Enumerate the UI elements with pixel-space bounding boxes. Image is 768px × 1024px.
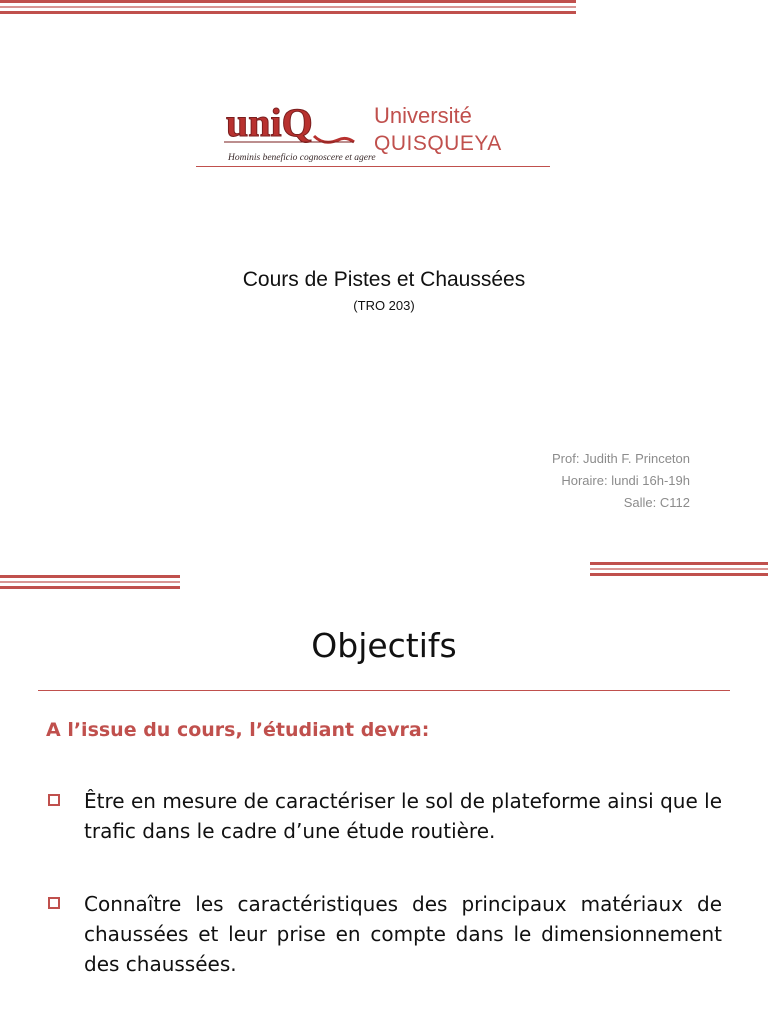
objective-item-2 <box>48 889 722 979</box>
checkbox-bullet-icon <box>48 897 60 909</box>
objectives-subtitle: A l’issue du cours, l’étudiant devra: <box>46 719 430 741</box>
bottom-right-stripe-thin <box>590 568 768 570</box>
objective-text: Être en mesure de caractériser le sol de plateforme ainsi que le trafic dans le cadre d’une étude routière. <box>84 789 722 843</box>
course-title: Cours de Pistes et Chaussées <box>242 268 526 291</box>
checkbox-bullet-icon <box>48 794 60 806</box>
uniq-logo-mark <box>222 100 362 150</box>
logo-motto: Hominis beneficio cognoscere et agere <box>228 153 376 163</box>
objective-text: Connaître les caractéristiques des principaux matériaux de chaussées et leur prise en compte dans le dimensionnement des chaussées. <box>84 892 722 976</box>
bottom-left-stripe <box>0 575 180 578</box>
university-logo <box>222 100 552 168</box>
top-stripe-lower <box>0 11 576 14</box>
top-stripe-thin <box>0 6 576 8</box>
room-line: Salle: C112 <box>623 495 690 510</box>
schedule-line: Horaire: lundi 16h-19h <box>561 473 690 488</box>
logo-divider <box>196 166 550 167</box>
objective-item-1 <box>48 786 722 846</box>
course-code: (TRO 203) <box>353 298 415 313</box>
university-name: Université <box>374 103 472 128</box>
top-stripe <box>0 0 576 3</box>
logo-mark-text: uniQ <box>226 100 313 145</box>
bottom-right-stripe <box>590 562 768 565</box>
objectives-title: Objectifs <box>311 626 457 665</box>
professor-line: Prof: Judith F. Princeton <box>551 451 690 466</box>
bottom-right-stripe-lower <box>590 573 768 576</box>
objectives-slide <box>0 592 768 1024</box>
bottom-left-stripe-thin <box>0 581 180 583</box>
university-sub: QUISQUEYA <box>374 132 502 155</box>
objectives-divider <box>38 690 730 691</box>
bottom-left-stripe-lower <box>0 586 180 589</box>
